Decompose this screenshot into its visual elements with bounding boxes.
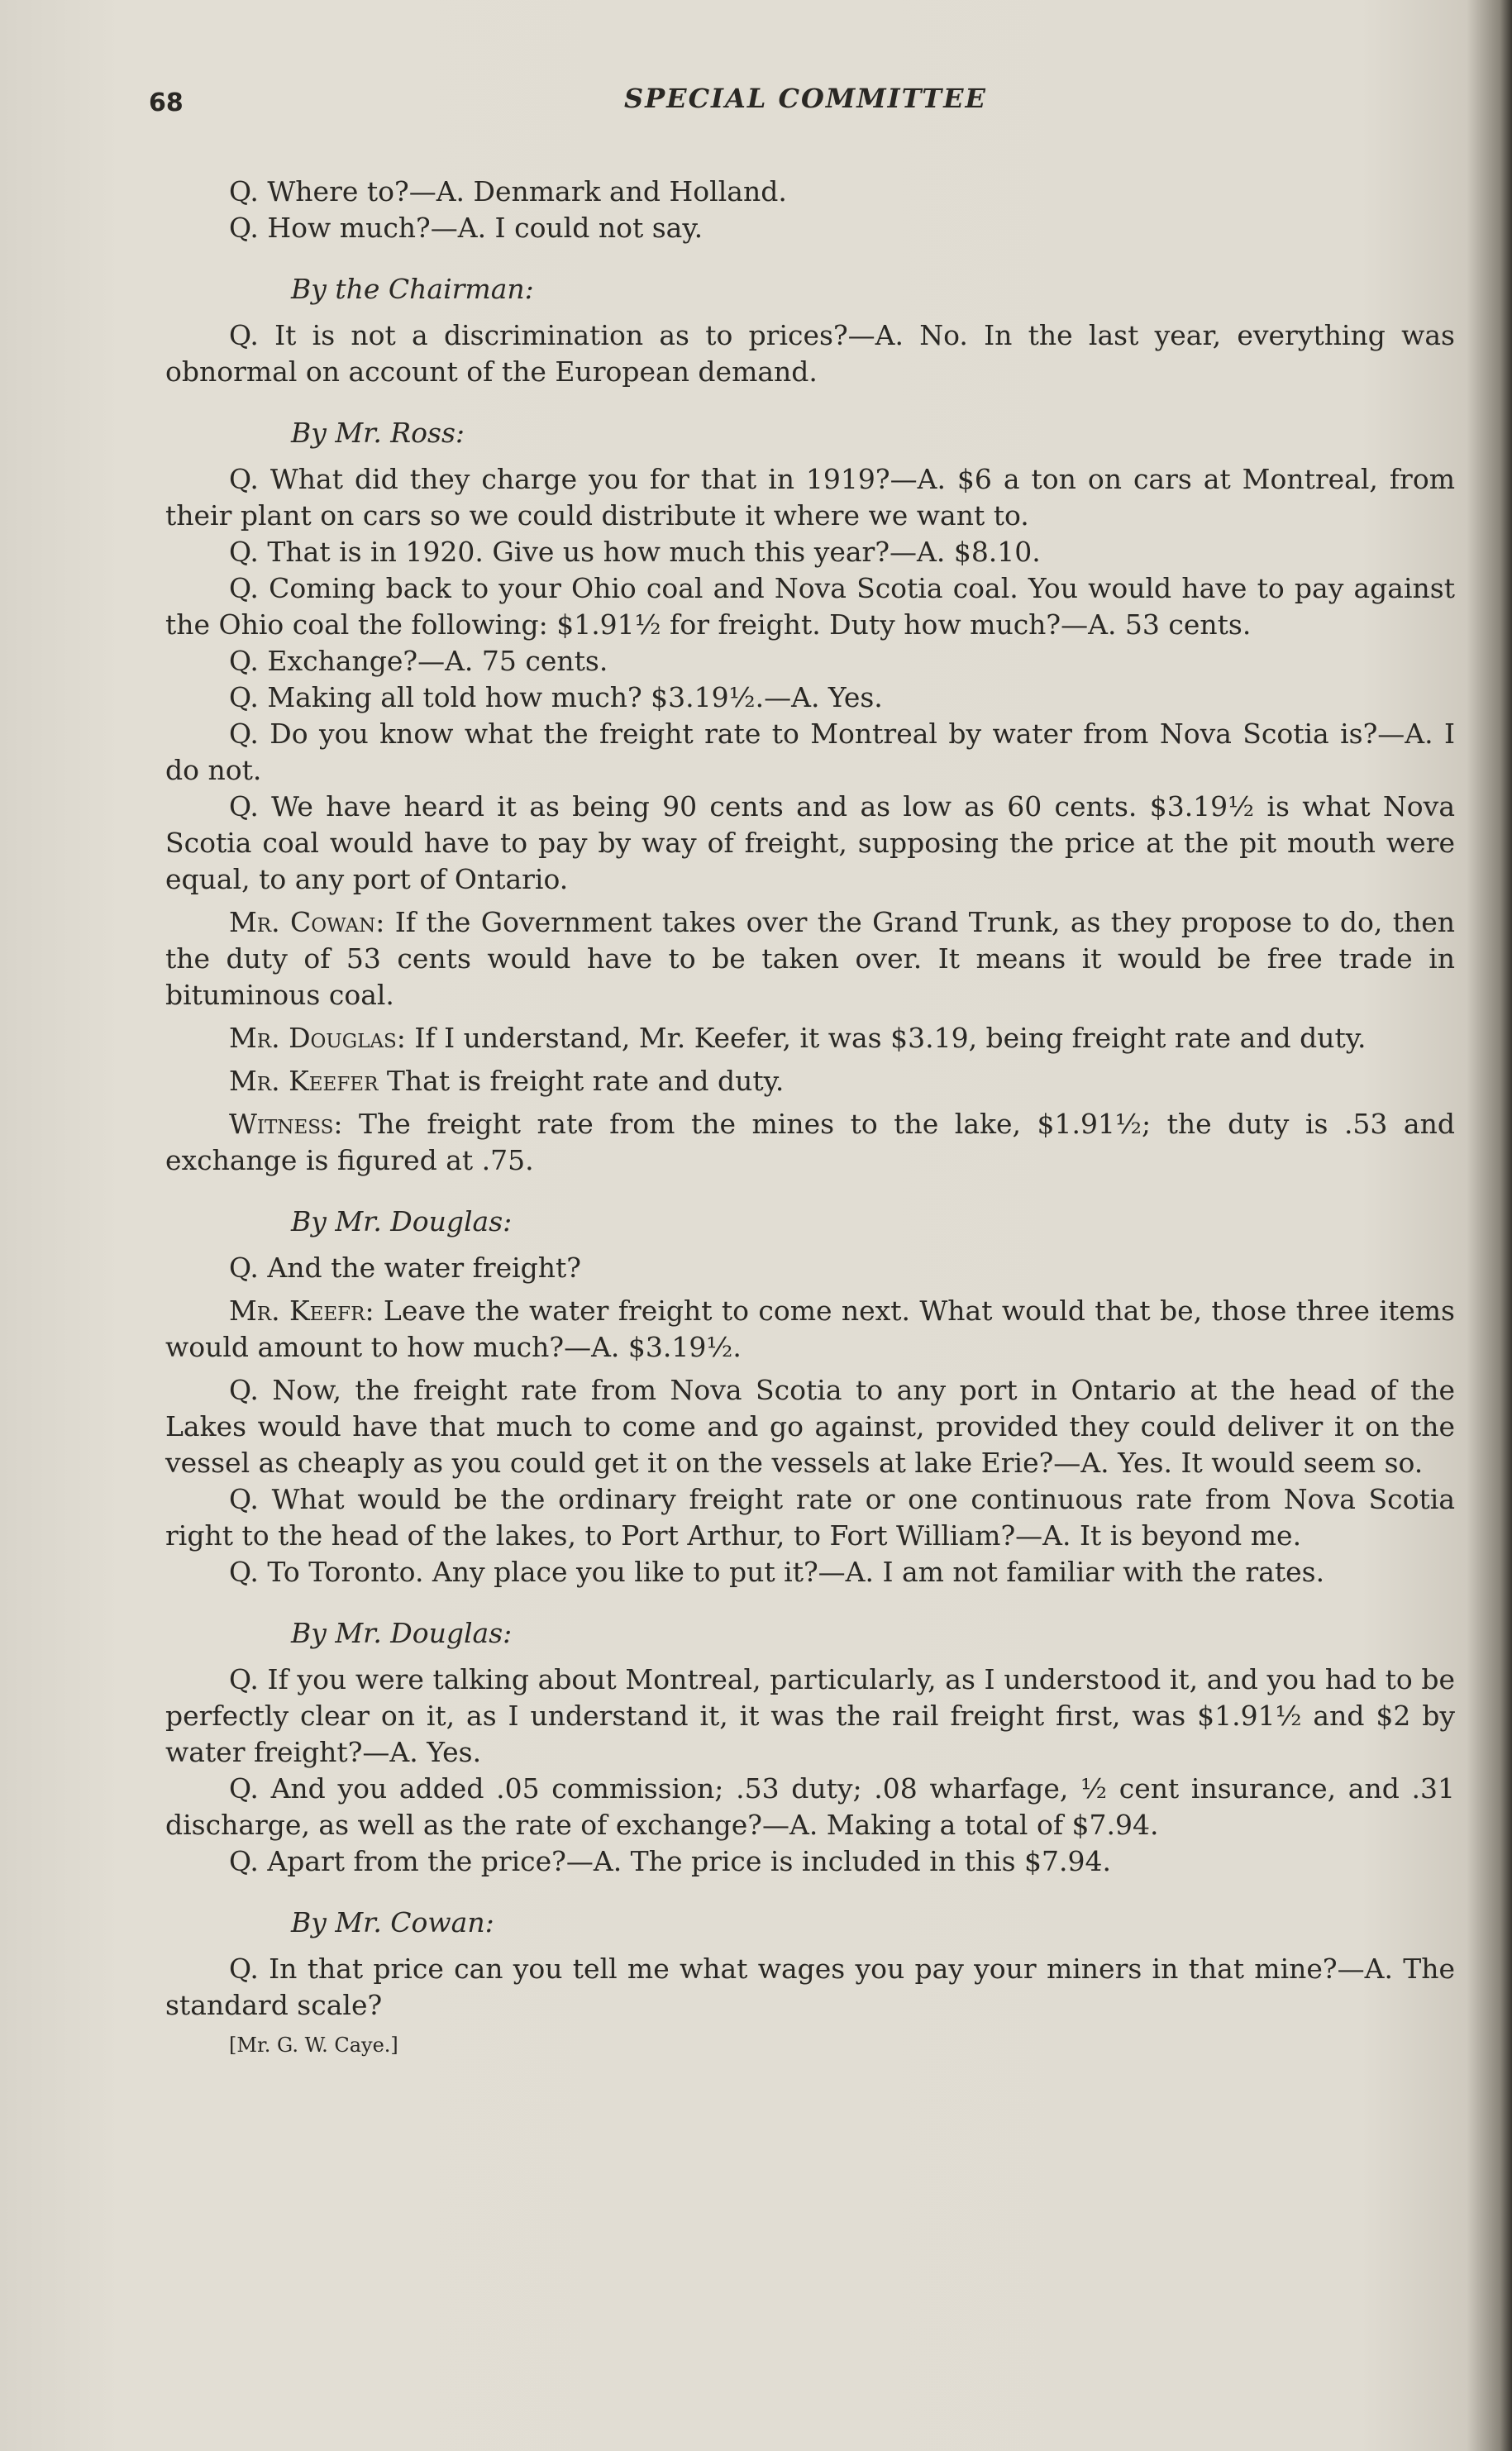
- examiner-heading: By Mr. Douglas:: [291, 1617, 513, 1649]
- paragraph-text: Q. Coming back to your Ohio coal and Nova Scotia coal. You would have to pay against the Ohio coal the following: $1.91½ for freight. Duty how much?—A. 53 cents.: [165, 572, 1455, 641]
- document-body: [165, 174, 1455, 2063]
- paragraph-text: Leave the water freight to come next. What would that be, those three items would amount to how much?—A. $3.19½.: [165, 1295, 1455, 1363]
- paragraph-text: Q. And the water freight?: [229, 1252, 582, 1284]
- paragraph-text: Q. To Toronto. Any place you like to put it?—A. I am not familiar with the rates.: [229, 1556, 1325, 1588]
- paragraph-text: Q. What would be the ordinary freight rate or one continuous rate from Nova Scotia right to the head of the lakes, to Port Arthur, to Fort William?—A. It is beyond me.: [165, 1483, 1455, 1552]
- qa-paragraph: [165, 1771, 1455, 1843]
- speaker-name: Mr. Cowan:: [229, 906, 385, 938]
- speaker-paragraph: [165, 1020, 1455, 1056]
- speaker-name: Mr. Keefer: [229, 1065, 379, 1097]
- qa-paragraph: [165, 1662, 1455, 1771]
- paragraph-text: If I understand, Mr. Keefer, it was $3.19, being freight rate and duty.: [405, 1022, 1367, 1054]
- qa-paragraph: [165, 534, 1455, 570]
- paragraph-text: Q. Where to?—A. Denmark and Holland.: [229, 175, 787, 207]
- paragraph-text: Q. Making all told how much? $3.19½.—A. Yes.: [229, 681, 883, 713]
- paragraph-text: Q. That is in 1920. Give us how much this year?—A. $8.10.: [229, 536, 1041, 568]
- qa-paragraph: [165, 716, 1455, 789]
- speaker-paragraph: [165, 904, 1455, 1013]
- qa-paragraph: [165, 643, 1455, 680]
- speaker-paragraph: [165, 1106, 1455, 1179]
- examiner-heading: By the Chairman:: [291, 273, 534, 305]
- examiner-heading: By Mr. Ross:: [291, 417, 465, 449]
- paragraph-text: Q. Apart from the price?—A. The price is included in this $7.94.: [229, 1845, 1112, 1877]
- qa-paragraph: [165, 1481, 1455, 1554]
- paragraph-text: Q. If you were talking about Montreal, particularly, as I understood it, and you had to be perfectly clear on it, as I understand it, it was the rail freight first, was $1.91½ and $2 by water freight?—A. Yes.: [165, 1663, 1455, 1768]
- running-head: SPECIAL COMMITTEE: [624, 83, 987, 114]
- qa-paragraph: [165, 1554, 1455, 1590]
- qa-paragraph: [165, 680, 1455, 716]
- paragraph-text: Q. In that price can you tell me what wages you pay your miners in that mine?—A. The standard scale?: [165, 1953, 1455, 2021]
- qa-paragraph: [165, 1372, 1455, 1481]
- qa-paragraph: [165, 1843, 1455, 1880]
- qa-paragraph: [165, 570, 1455, 643]
- paragraph-text: Q. How much?—A. I could not say.: [229, 212, 704, 244]
- speaker-paragraph: [165, 1293, 1455, 1366]
- page-number: 68: [149, 88, 184, 117]
- qa-paragraph: [165, 174, 1455, 210]
- paragraph-text: Q. Exchange?—A. 75 cents.: [229, 645, 608, 677]
- page-header: [0, 79, 1512, 120]
- qa-paragraph: [165, 317, 1455, 390]
- paragraph-text: Q. What did they charge you for that in 1919?—A. $6 a ton on cars at Montreal, from their plant on cars so we could distribute it where we want to.: [165, 463, 1455, 532]
- qa-paragraph: [165, 789, 1455, 898]
- paragraph-text: Q. It is not a discrimination as to prices?—A. No. In the last year, everything was obnormal on account of the European demand.: [165, 319, 1455, 388]
- qa-paragraph: [165, 1250, 1455, 1286]
- paragraph-text: Q. Do you know what the freight rate to Montreal by water from Nova Scotia is?—A. I do not.: [165, 718, 1455, 786]
- speaker-name: Witness:: [229, 1108, 343, 1140]
- examiner-heading: By Mr. Douglas:: [291, 1205, 513, 1237]
- paragraph-text: Q. We have heard it as being 90 cents and as low as 60 cents. $3.19½ is what Nova Scotia coal would have to pay by way of freight, supposing the price at the pit mouth were equal, to any port of Ontario.: [165, 790, 1455, 895]
- paragraph-text: Q. And you added .05 commission; .53 duty; .08 wharfage, ½ cent insurance, and .31 discharge, as well as the rate of exchange?—A. Making a total of $7.94.: [165, 1772, 1455, 1841]
- speaker-paragraph: [165, 1063, 1455, 1099]
- qa-paragraph: [165, 461, 1455, 534]
- paragraph-text: If the Government takes over the Grand Trunk, as they propose to do, then the duty of 53 cents would have to be taken over. It means it would be free trade in bituminous coal.: [165, 906, 1455, 1011]
- speaker-name: Mr. Douglas:: [229, 1022, 406, 1054]
- speaker-name: Mr. Keefr:: [229, 1295, 374, 1327]
- witness-footer: [Mr. G. W. Caye.]: [229, 2034, 398, 2057]
- paragraph-text: Q. Now, the freight rate from Nova Scotia to any port in Ontario at the head of the Lakes would have that much to come and go against, provided they could deliver it on the vessel as cheaply as you could get it on the vessels at lake Erie?—A. Yes. It would seem so.: [165, 1374, 1455, 1479]
- qa-paragraph: [165, 1951, 1455, 2024]
- qa-paragraph: [165, 210, 1455, 246]
- paragraph-text: The freight rate from the mines to the lake, $1.91½; the duty is .53 and exchange is figured at .75.: [165, 1108, 1455, 1176]
- examiner-heading: By Mr. Cowan:: [291, 1906, 494, 1938]
- paragraph-text: That is freight rate and duty.: [378, 1065, 785, 1097]
